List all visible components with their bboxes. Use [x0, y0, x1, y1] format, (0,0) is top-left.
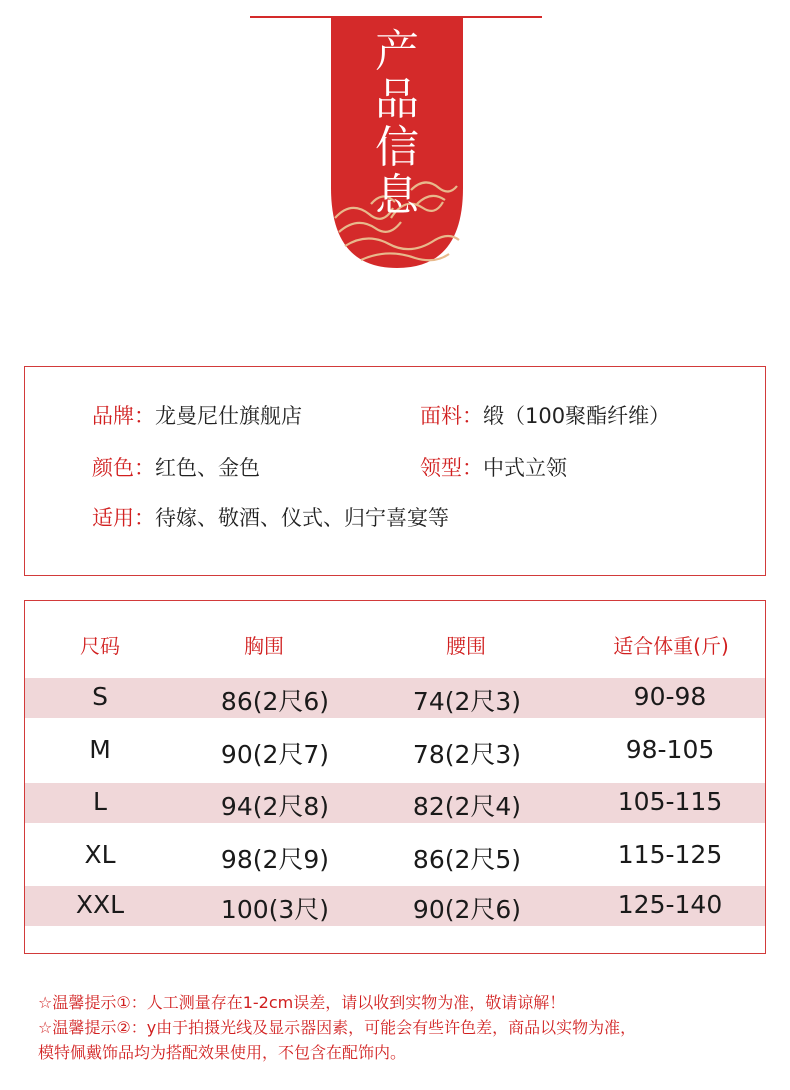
- waist-cell: 78(2尺3): [412, 740, 522, 769]
- table-row: [25, 836, 765, 876]
- chest-cell: 90(2尺7): [220, 740, 330, 769]
- info-color-value: 红色、金色: [155, 456, 260, 480]
- banner-char: 品: [375, 74, 419, 125]
- table-row: [25, 731, 765, 771]
- chest-cell: 100(3尺): [220, 895, 330, 924]
- tip-line: ☆温馨提示②：y由于拍摄光线及显示器因素，可能会有些许色差，商品以实物为准，: [38, 1018, 637, 1037]
- size-cell: XL: [84, 840, 116, 869]
- table-row: [25, 886, 765, 926]
- banner-char: 产: [375, 26, 419, 77]
- banner-char: 信: [375, 122, 419, 173]
- chest-cell: 86(2尺6): [220, 687, 330, 716]
- tip-line: ☆温馨提示①：人工测量存在1-2cm误差，请以收到实物为准，敬请谅解！: [38, 993, 566, 1012]
- size-cell: XXL: [75, 890, 125, 919]
- warm-tips: [38, 990, 783, 1065]
- weight-cell: 115-125: [617, 840, 723, 869]
- size-header-chest: 胸围: [244, 634, 284, 658]
- chest-cell: 98(2尺9): [220, 845, 330, 874]
- weight-cell: 125-140: [617, 890, 723, 919]
- banner-char: 息: [375, 170, 419, 221]
- size-header-waist: 腰围: [446, 634, 486, 658]
- table-row: [25, 678, 765, 718]
- info-color-label: 颜色：: [92, 456, 155, 480]
- info-color: [92, 455, 260, 481]
- info-collar-label: 领型：: [420, 456, 483, 480]
- info-brand-label: 品牌：: [92, 404, 155, 428]
- size-header-weight: 适合体重(斤): [613, 634, 729, 658]
- product-info-banner: [331, 18, 463, 268]
- waist-cell: 86(2尺5): [412, 845, 522, 874]
- waist-cell: 82(2尺4): [412, 792, 522, 821]
- info-fabric-value: 缎（100聚酯纤维）: [483, 404, 671, 428]
- chest-cell: 94(2尺8): [220, 792, 330, 821]
- size-cell: L: [93, 787, 107, 816]
- info-usage-label: 适用：: [92, 506, 155, 530]
- weight-cell: 98-105: [625, 735, 715, 764]
- info-usage: [92, 505, 449, 531]
- info-fabric-label: 面料：: [420, 404, 483, 428]
- waist-cell: 90(2尺6): [412, 895, 522, 924]
- weight-cell: 90-98: [633, 682, 707, 711]
- size-header-size: 尺码: [80, 634, 120, 658]
- table-row: [25, 783, 765, 823]
- info-fabric: [420, 403, 670, 429]
- tip-line: 模特佩戴饰品均为搭配效果使用，不包含在配饰内。: [38, 1043, 407, 1062]
- size-cell: M: [89, 735, 111, 764]
- info-collar-value: 中式立领: [483, 456, 567, 480]
- info-brand-value: 龙曼尼仕旗舰店: [155, 404, 302, 428]
- weight-cell: 105-115: [617, 787, 723, 816]
- waist-cell: 74(2尺3): [412, 687, 522, 716]
- size-cell: S: [92, 682, 108, 711]
- info-collar: [420, 455, 567, 481]
- info-brand: [92, 403, 302, 429]
- banner-title: [331, 28, 463, 220]
- info-usage-value: 待嫁、敬酒、仪式、归宁喜宴等: [155, 506, 449, 530]
